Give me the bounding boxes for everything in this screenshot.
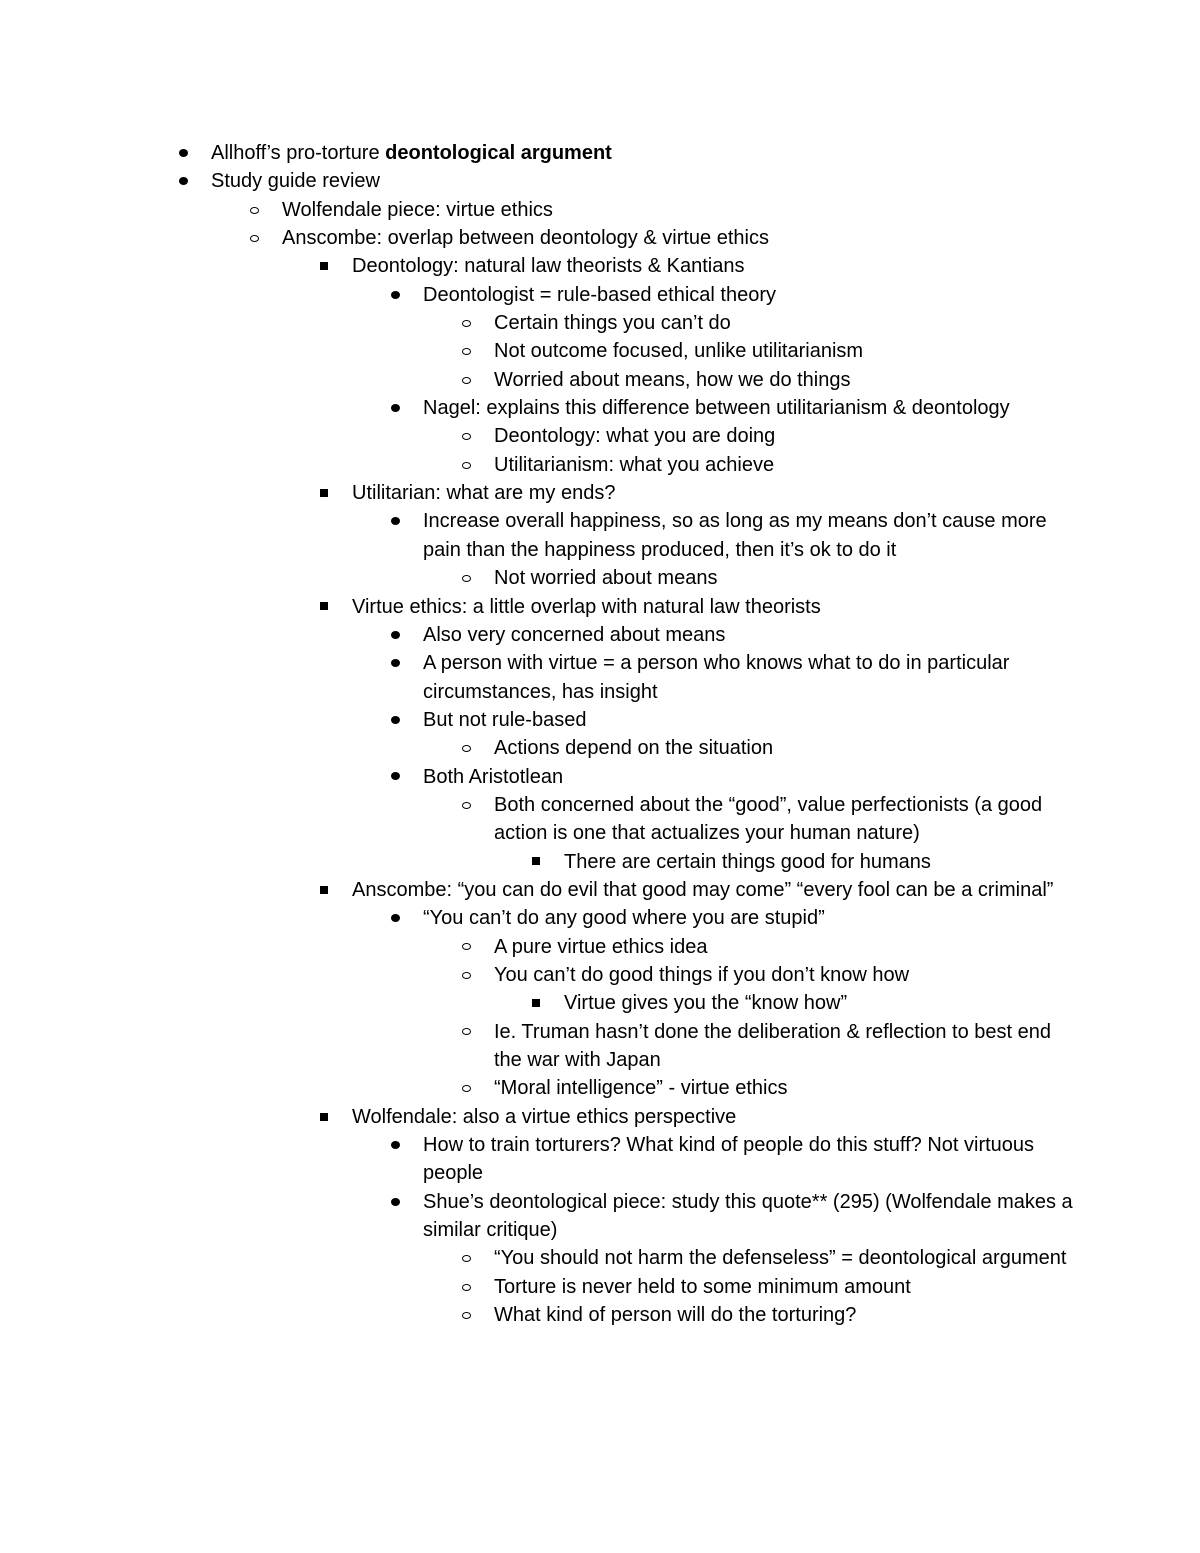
list-item-label: Increase overall happiness, so as long as my means don’t cause more pain than the happiness produced, then it’s ok to do it [423,510,1047,561]
list-item-bold-label: deontological argument [385,142,612,164]
list-item-text [423,507,1073,564]
list-item [0,989,1074,1017]
list-item-text [494,1244,1074,1272]
list-item-text [352,1103,1072,1131]
list-item-text [423,706,1073,734]
list-item [0,1103,1072,1131]
list-item-label: Also very concerned about means [423,623,726,646]
list-item-label: Utilitarianism: what you achieve [494,453,775,476]
ring-bullet-icon [456,366,476,394]
ring-bullet-icon [456,1244,476,1272]
list-item-text [423,621,1073,649]
list-item-label: “Moral intelligence” - virtue ethics [494,1077,788,1100]
list-item [0,252,1072,280]
list-item [0,337,1074,365]
list-item [0,1273,1074,1301]
list-item-label: Virtue ethics: a little overlap with natural law theorists [352,595,821,618]
list-item-text [352,593,1072,621]
list-item [0,1244,1074,1272]
list-item-label: Not worried about means [494,567,718,590]
list-item-label: Actions depend on the situation [494,737,774,760]
list-item-text [282,196,1072,224]
list-item-text [423,394,1073,422]
disc-bullet-icon [385,649,405,677]
list-item-label: Deontology: what you are doing [494,425,776,448]
list-item-label: Worried about means, how we do things [494,368,851,391]
disc-bullet-icon [385,394,405,422]
ring-bullet-icon [456,309,476,337]
ring-bullet-icon [456,1018,476,1046]
list-item [0,224,1072,252]
list-item [0,1301,1074,1329]
list-item-text [494,366,1074,394]
list-item [0,479,1072,507]
list-item [0,309,1074,337]
ring-bullet-icon [456,961,476,989]
ring-bullet-icon [244,196,264,224]
list-item-label: Wolfendale piece: virtue ethics [282,198,553,221]
list-item-text [494,1074,1074,1102]
list-item-label: Anscombe: “you can do evil that good may come” “every fool can be a criminal” [352,878,1054,901]
list-item-label: Study guide review [211,170,380,193]
list-item-text [494,1018,1074,1075]
square-bullet-icon [526,848,546,876]
list-item [0,394,1073,422]
list-item-text [352,252,1072,280]
list-item-text [494,961,1074,989]
list-item [0,366,1074,394]
disc-bullet-icon [173,167,193,195]
list-item-label: You can’t do good things if you don’t know how [494,963,910,986]
list-item-label: Ie. Truman hasn’t done the deliberation & reflection to best end the war with Japan [494,1020,1052,1071]
ring-bullet-icon [456,791,476,819]
list-item-label: Wolfendale: also a virtue ethics perspective [352,1105,737,1128]
list-item-label: Anscombe: overlap between deontology & virtue ethics [282,227,769,250]
list-item-text [423,1188,1073,1245]
list-item-text [564,989,1074,1017]
list-item-label: Certain things you can’t do [494,312,731,335]
list-item-text [211,167,1071,195]
list-item-label: A pure virtue ethics idea [494,935,708,958]
list-item-label: Not outcome focused, unlike utilitarianism [494,340,864,363]
disc-bullet-icon [385,763,405,791]
list-item-label: A person with virtue = a person who knows what to do in particular circumstances, has insight [423,652,1010,703]
list-item-label: There are certain things good for humans [564,850,931,873]
list-item-label: But not rule-based [423,708,587,731]
disc-bullet-icon [385,904,405,932]
list-item [0,876,1072,904]
list-item-label: Deontologist = rule-based ethical theory [423,283,776,306]
list-item [0,904,1073,932]
ring-bullet-icon [456,337,476,365]
square-bullet-icon [314,876,334,904]
ring-bullet-icon [456,564,476,592]
list-item-label: Allhoff’s pro-torture [211,142,386,164]
list-item-text [494,734,1074,762]
list-item [0,422,1074,450]
list-item [0,649,1073,706]
disc-bullet-icon [385,1188,405,1216]
list-item-text [494,1301,1074,1329]
list-item [0,1018,1074,1075]
list-item-text [211,139,1071,167]
ring-bullet-icon [456,422,476,450]
list-item [0,593,1072,621]
disc-bullet-icon [385,621,405,649]
list-item-label: Shue’s deontological piece: study this quote** (295) (Wolfendale makes a similar critique) [423,1190,1073,1242]
list-item-text [494,422,1074,450]
list-item [0,763,1073,791]
list-item-text [423,763,1073,791]
ring-bullet-icon [456,1301,476,1329]
list-item-label: “You can’t do any good where you are stupid” [423,907,825,930]
list-item-label: Both Aristotlean [423,765,564,788]
disc-bullet-icon [385,507,405,535]
list-item [0,706,1073,734]
disc-bullet-icon [385,706,405,734]
list-item [0,564,1074,592]
square-bullet-icon [314,252,334,280]
list-item [0,507,1073,564]
bullet-outline [0,139,1200,1329]
list-item-label: What kind of person will do the torturing? [494,1304,857,1327]
list-item [0,734,1074,762]
list-item-text [494,791,1074,848]
list-item-text [494,451,1074,479]
list-item [0,167,1071,195]
ring-bullet-icon [244,224,264,252]
list-item [0,1131,1073,1188]
list-item-text [494,309,1074,337]
disc-bullet-icon [385,1131,405,1159]
ring-bullet-icon [456,933,476,961]
ring-bullet-icon [456,1273,476,1301]
list-item-text [423,904,1073,932]
list-item-text [494,933,1074,961]
list-item-text [423,649,1073,706]
list-item-text [494,564,1074,592]
list-item [0,196,1072,224]
list-item [0,933,1074,961]
square-bullet-icon [314,1103,334,1131]
square-bullet-icon [314,593,334,621]
square-bullet-icon [526,989,546,1017]
list-item-text [494,1273,1074,1301]
list-item-label: How to train torturers? What kind of people do this stuff? Not virtuous people [423,1134,1035,1185]
list-item [0,451,1074,479]
list-item-text [564,848,1074,876]
list-item-text [352,876,1072,904]
ring-bullet-icon [456,1074,476,1102]
disc-bullet-icon [385,281,405,309]
disc-bullet-icon [173,139,193,167]
list-item-label: Utilitarian: what are my ends? [352,482,616,505]
list-item [0,139,1071,167]
square-bullet-icon [314,479,334,507]
list-item-label: Deontology: natural law theorists & Kantians [352,255,745,278]
list-item [0,848,1074,876]
list-item-text [423,281,1073,309]
list-item-text [423,1131,1073,1188]
list-item-text [282,224,1072,252]
list-item [0,1074,1074,1102]
list-item-label: “You should not harm the defenseless” = deontological argument [494,1247,1067,1270]
list-item [0,1188,1073,1245]
list-item-label: Virtue gives you the “know how” [564,992,848,1015]
list-item [0,281,1073,309]
list-item [0,621,1073,649]
ring-bullet-icon [456,451,476,479]
list-item-text [352,479,1072,507]
ring-bullet-icon [456,734,476,762]
list-item-label: Torture is never held to some minimum amount [494,1275,911,1298]
list-item [0,791,1074,848]
list-item-label: Nagel: explains this difference between utilitarianism & deontology [423,397,1010,420]
list-item-label: Both concerned about the “good”, value perfectionists (a good action is one that actualizes your human nature) [494,793,1043,845]
list-item [0,961,1074,989]
list-item-text [494,337,1074,365]
